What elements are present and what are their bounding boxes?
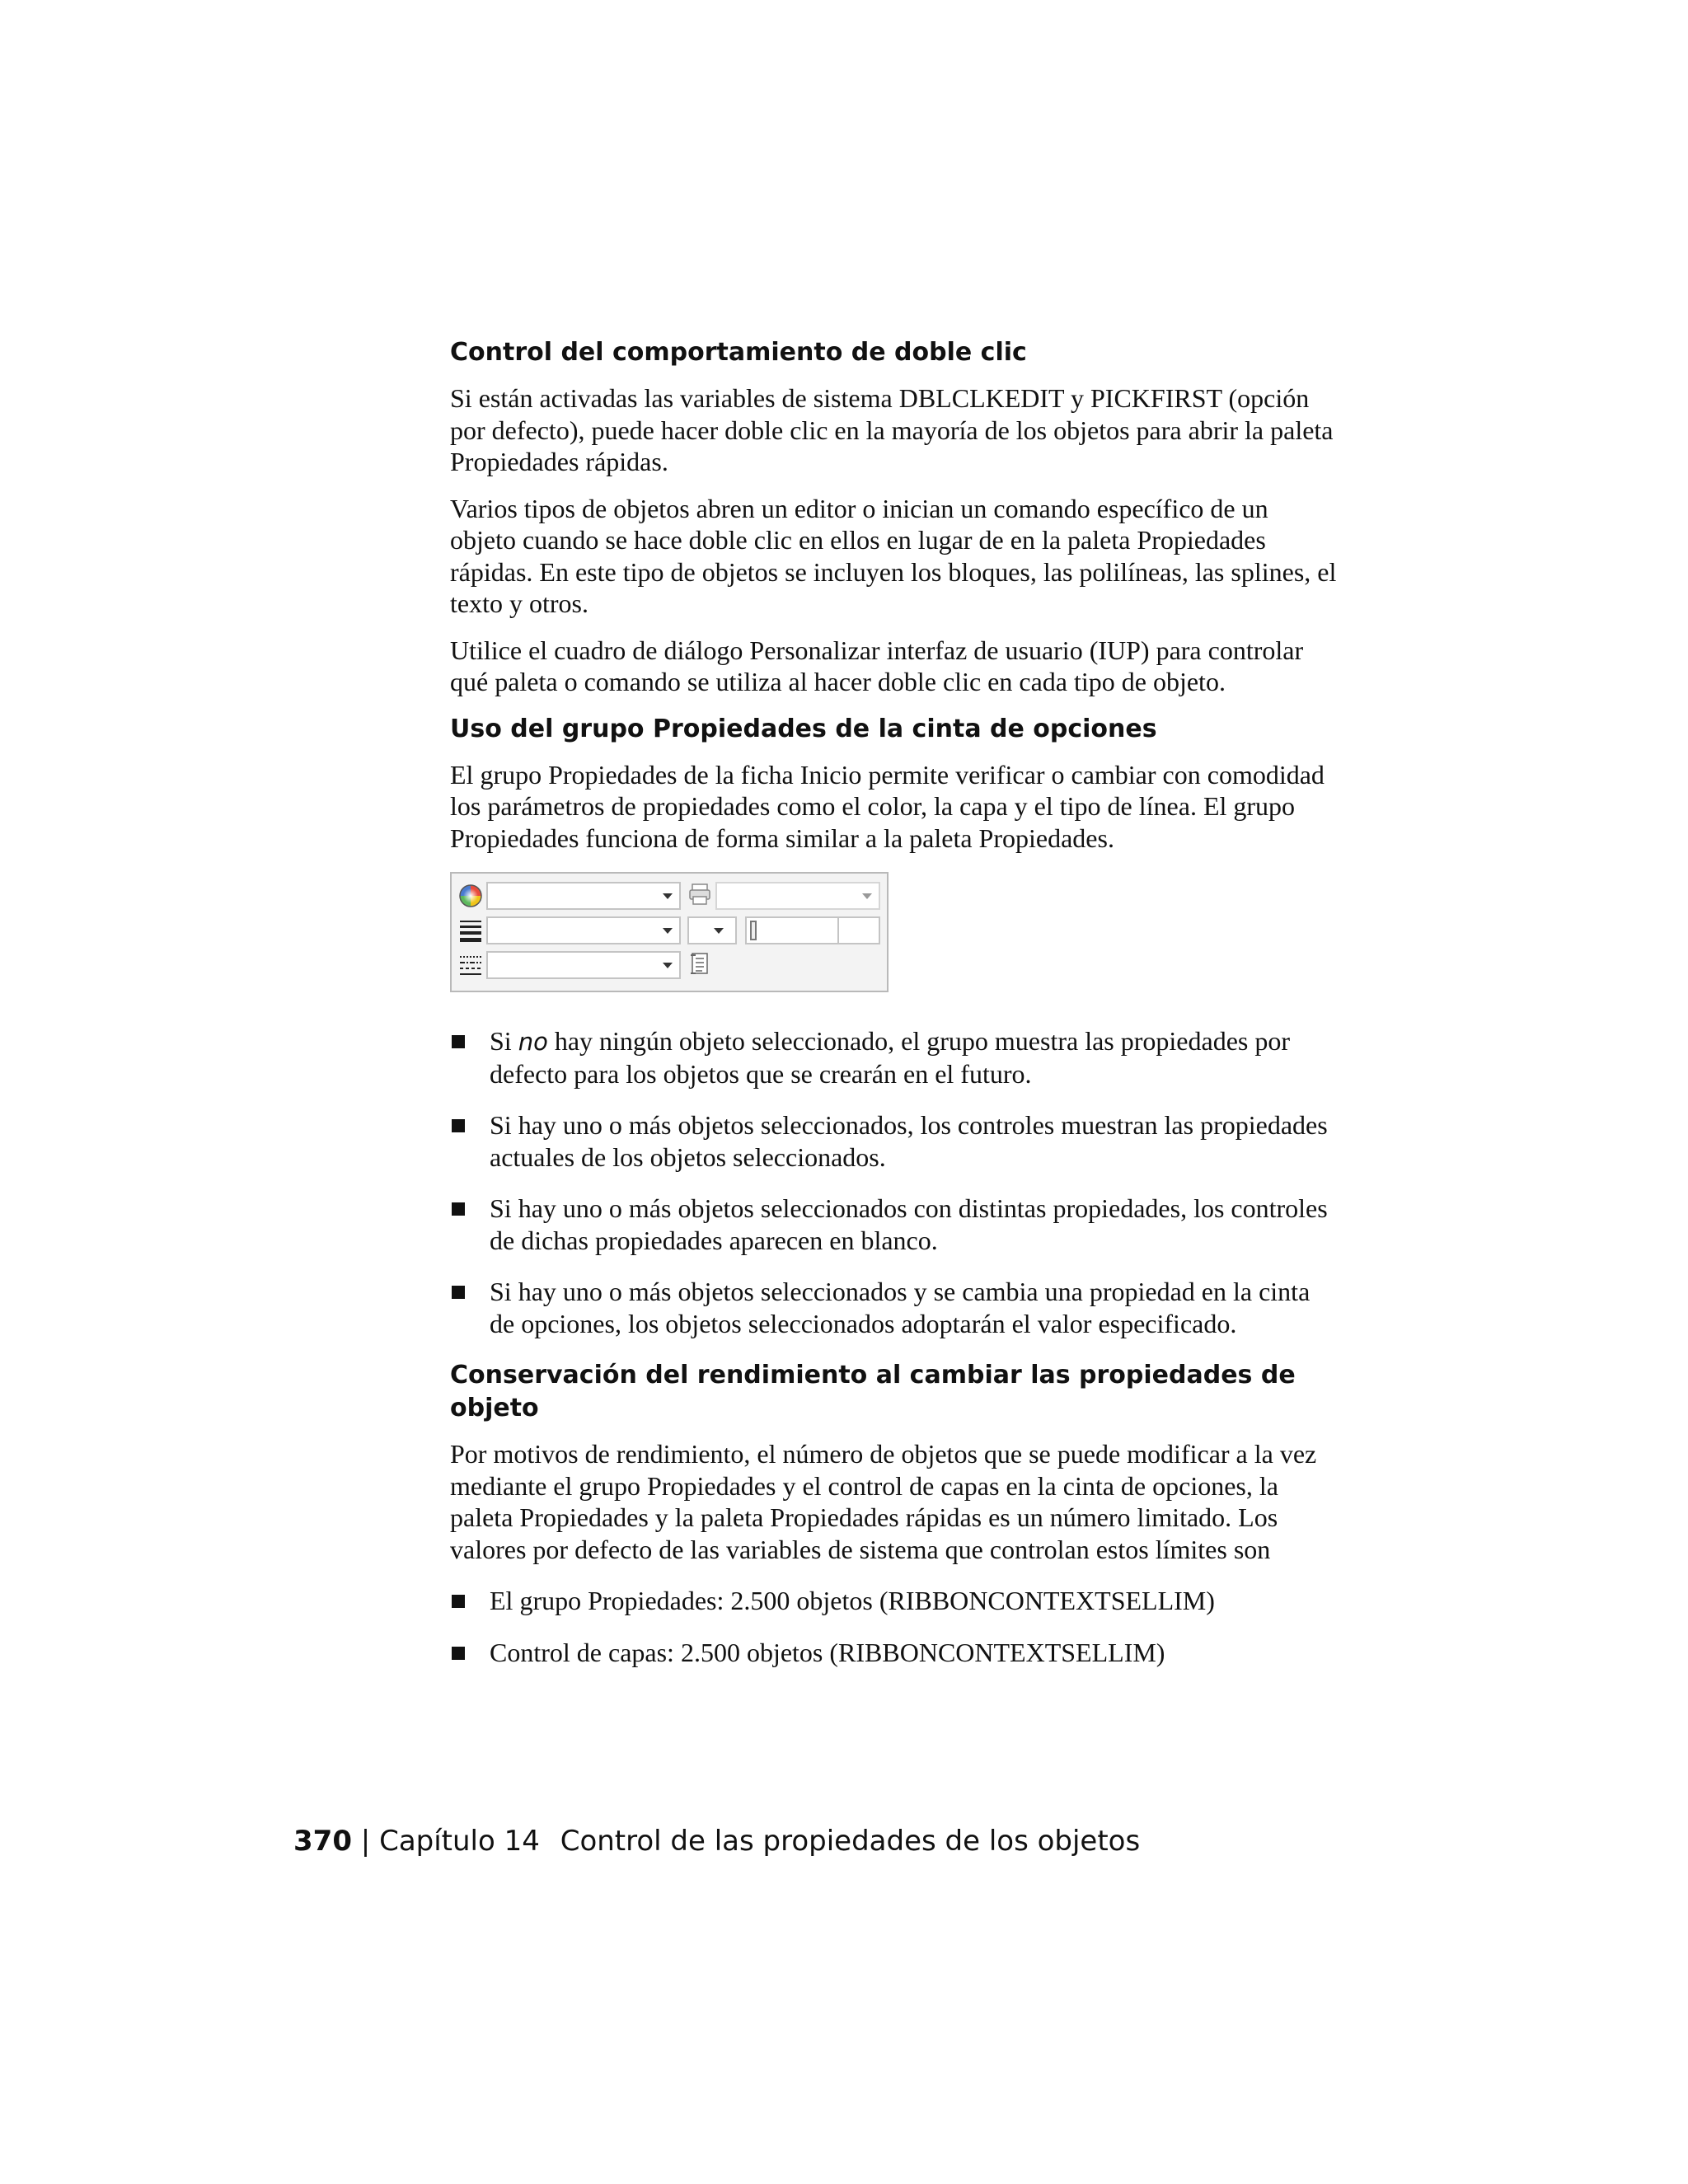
chapter-title: Control de las propiedades de los objetos bbox=[560, 1825, 1141, 1858]
linetype-dropdown[interactable] bbox=[486, 951, 681, 979]
paragraph: Si están activadas las variables de sistema DBLCLKEDIT y PICKFIRST (opción por defecto), puede hacer doble clic en la mayoría de los objetos para abrir la paleta Propiedades rápidas. bbox=[450, 383, 1334, 476]
linetype-icon bbox=[458, 953, 483, 977]
slider-thumb[interactable] bbox=[750, 921, 757, 940]
bullet-marker bbox=[452, 1035, 465, 1048]
emphasis: no bbox=[518, 1028, 548, 1056]
lineweight-icon bbox=[458, 918, 483, 943]
list-item: El grupo Propiedades: 2.500 objetos (RIBBONCONTEXTSELLIM) bbox=[450, 1585, 1340, 1617]
lineweight-dropdown[interactable] bbox=[486, 916, 681, 944]
list-item: Si hay uno o más objetos seleccionados, los controles muestran las propiedades actuales de los objetos seleccionados. bbox=[450, 1109, 1340, 1173]
section-heading: Uso del grupo Propiedades de la cinta de opciones bbox=[450, 714, 1157, 743]
page-footer bbox=[293, 1823, 1140, 1859]
transparency-value-box[interactable] bbox=[837, 918, 879, 943]
chevron-down-icon bbox=[862, 893, 872, 899]
bullet-marker bbox=[452, 1647, 465, 1660]
list-item: Si hay uno o más objetos seleccionados con distintas propiedades, los controles de dichas propiedades aparecen en blanco. bbox=[450, 1193, 1340, 1256]
section-heading: Conservación del rendimiento al cambiar las propiedades de objeto bbox=[450, 1361, 1296, 1422]
footer-separator: | bbox=[360, 1825, 371, 1858]
paragraph: El grupo Propiedades de la ficha Inicio permite verificar o cambiar con comodidad los parámetros de propiedades como el color, la capa y el tipo de línea. El grupo Propiedades funciona de forma similar a la paleta Propiedades. bbox=[450, 759, 1325, 853]
bullet-marker bbox=[452, 1595, 465, 1608]
bullet-marker bbox=[452, 1286, 465, 1299]
ribbon-properties-panel bbox=[450, 872, 889, 992]
chevron-down-icon bbox=[714, 928, 724, 934]
paragraph: Por motivos de rendimiento, el número de objetos que se puede modificar a la vez mediante el grupo Propiedades y el control de capas en la cinta de opciones, la paleta Propiedades y la paleta Propiedades rápidas es un número limitado. Los valores por defecto de las variables de sistema que controlan estos límites son bbox=[450, 1439, 1317, 1564]
transparency-slider[interactable] bbox=[745, 916, 880, 944]
color-wheel-icon bbox=[458, 883, 483, 908]
paragraph: Varios tipos de objetos abren un editor o inician un comando específico de un objeto cuando se hace doble clic en ellos en lugar de en la paleta Propiedades rápidas. En este tipo de objetos se incluyen los bloques, las polilíneas, las splines, el texto y otros. bbox=[450, 493, 1337, 618]
bullet-marker bbox=[452, 1202, 465, 1216]
chevron-down-icon bbox=[663, 893, 673, 899]
bullet-list bbox=[450, 1585, 1340, 1668]
plot-style-dropdown[interactable] bbox=[715, 882, 880, 910]
paragraph: Utilice el cuadro de diálogo Personalizar interfaz de usuario (IUP) para controlar qué paleta o comando se utiliza al hacer doble clic en cada tipo de objeto. bbox=[450, 635, 1304, 696]
color-dropdown[interactable] bbox=[486, 882, 681, 910]
list-item: Control de capas: 2.500 objetos (RIBBONCONTEXTSELLIM) bbox=[450, 1637, 1340, 1669]
bullet-marker bbox=[452, 1119, 465, 1132]
section-heading: Control del comportamiento de doble clic bbox=[450, 338, 1027, 367]
chevron-down-icon bbox=[663, 928, 673, 934]
list-item: Si no hay ningún objeto seleccionado, el grupo muestra las propiedades por defecto para los objetos que se crearán en el futuro. bbox=[450, 1025, 1340, 1090]
transparency-dropdown[interactable] bbox=[687, 916, 737, 944]
chevron-down-icon bbox=[663, 963, 673, 968]
chapter-label: Capítulo 14 bbox=[379, 1825, 540, 1858]
list-item: Si hay uno o más objetos seleccionados y se cambia una propiedad en la cinta de opciones, los objetos seleccionados adoptarán el valor especificado. bbox=[450, 1276, 1340, 1339]
bullet-list bbox=[450, 1025, 1340, 1339]
page-content bbox=[450, 336, 1340, 1688]
page-number: 370 bbox=[293, 1825, 352, 1858]
list-icon[interactable] bbox=[687, 951, 712, 976]
plot-style-icon bbox=[687, 882, 712, 907]
